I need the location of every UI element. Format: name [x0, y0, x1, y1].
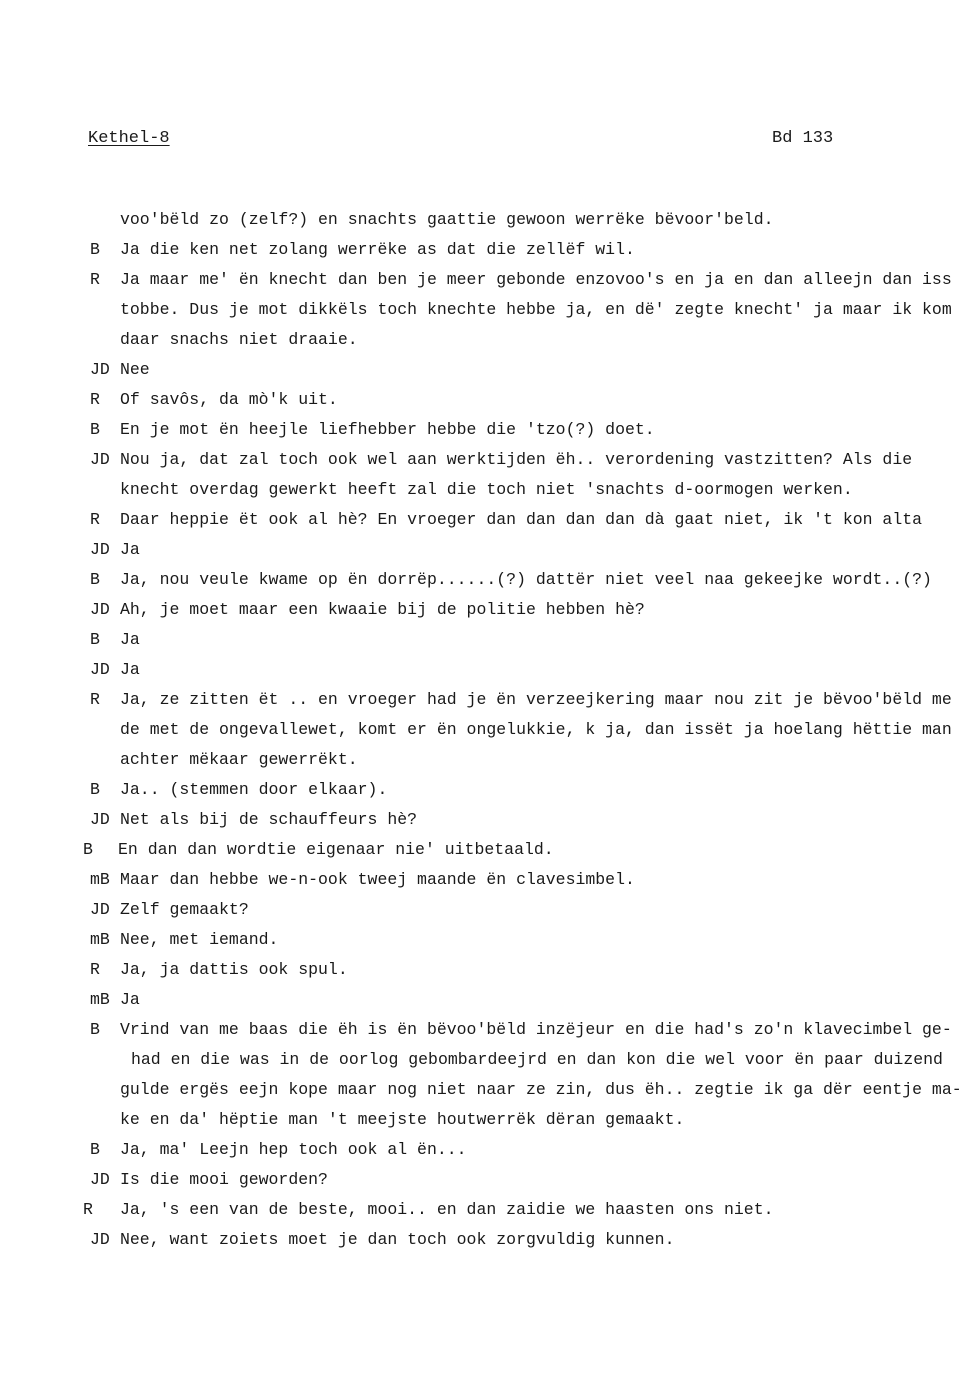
- line-text: tobbe. Dus je mot dikkëls toch knechte hebbe ja, en dë' zegte knecht' ja maar ik kom: [120, 300, 952, 319]
- line-text: Ja: [120, 540, 140, 559]
- transcript-line: [0, 688, 966, 712]
- transcript-line: [0, 1018, 966, 1042]
- transcript-line: [0, 388, 966, 412]
- line-text: Ja, ja dattis ook spul.: [120, 960, 348, 979]
- transcript-line: [0, 1198, 966, 1222]
- line-text: Maar dan hebbe we-n-ook tweej maande ën clavesimbel.: [120, 870, 635, 889]
- speaker-label: B: [90, 420, 100, 439]
- page-reference: Bd 133: [772, 129, 834, 148]
- line-text: Zelf gemaakt?: [120, 900, 249, 919]
- speaker-label: JD: [90, 1170, 110, 1189]
- speaker-label: B: [90, 780, 100, 799]
- line-text: Ja, 's een van de beste, mooi.. en dan zaidie we haasten ons niet.: [120, 1200, 774, 1219]
- transcript-line: [0, 1228, 966, 1252]
- line-text: knecht overdag gewerkt heeft zal die toch niet 'snachts d-oormogen werken.: [120, 480, 853, 499]
- line-text: Daar heppie ët ook al hè? En vroeger dan dan dan dan dà gaat niet, ik 't kon alta: [120, 510, 923, 529]
- speaker-label: JD: [90, 600, 110, 619]
- line-text: ke en da' hëptie man 't meejste houtwerrëk dëran gemaakt.: [120, 1110, 685, 1129]
- speaker-label: R: [90, 390, 100, 409]
- transcript-line: [0, 598, 966, 622]
- line-text: Ja maar me' ën knecht dan ben je meer gebonde enzovoo's en ja en dan alleejn dan iss: [120, 270, 952, 289]
- line-text: Net als bij de schauffeurs hè?: [120, 810, 418, 829]
- speaker-label: R: [90, 510, 100, 529]
- speaker-label: B: [90, 1140, 100, 1159]
- line-text: Ja.. (stemmen door elkaar).: [120, 780, 388, 799]
- speaker-label: R: [83, 1200, 93, 1219]
- speaker-label: mB: [90, 930, 110, 949]
- speaker-label: B: [90, 1020, 100, 1039]
- transcript-line: [0, 418, 966, 442]
- line-text: Vrind van me baas die ëh is ën bëvoo'bëld inzëjeur en die had's zo'n klavecimbel ge-: [120, 1020, 952, 1039]
- speaker-label: JD: [90, 810, 110, 829]
- transcript-line: [0, 958, 966, 982]
- transcript-line: [0, 478, 966, 502]
- line-text: gulde ergës eejn kope maar nog niet naar ze zin, dus ëh.. zegtie ik ga dër eentje ma-: [120, 1080, 962, 1099]
- transcript-line: [0, 718, 966, 742]
- transcript-line: [0, 238, 966, 262]
- line-text: achter mëkaar gewerrëkt.: [120, 750, 358, 769]
- transcript-line: [0, 1168, 966, 1192]
- transcript-line: [0, 898, 966, 922]
- transcript-line: [0, 1108, 966, 1132]
- line-text: Ja, nou veule kwame op ën dorrëp......(?) dattër niet veel naa gekeejke wordt..(?): [120, 570, 932, 589]
- transcript-line: [0, 358, 966, 382]
- transcript-line: [0, 778, 966, 802]
- line-text: Ja: [120, 660, 140, 679]
- speaker-label: B: [83, 840, 93, 859]
- transcript-line: [0, 838, 966, 862]
- speaker-label: R: [90, 690, 100, 709]
- line-text: daar snachs niet draaie.: [120, 330, 358, 349]
- transcript-line: [0, 868, 966, 892]
- transcript-line: [0, 628, 966, 652]
- speaker-label: B: [90, 240, 100, 259]
- speaker-label: B: [90, 630, 100, 649]
- line-text: de met de ongevallewet, komt er ën ongelukkie, k ja, dan issët ja hoelang hëttie man: [120, 720, 952, 739]
- line-text: Nee, met iemand.: [120, 930, 279, 949]
- line-text: Ja: [120, 630, 140, 649]
- transcript-line: [0, 568, 966, 592]
- line-text: Of savôs, da mò'k uit.: [120, 390, 338, 409]
- line-text: Nou ja, dat zal toch ook wel aan werktijden ëh.. verordening vastzitten? Als die: [120, 450, 913, 469]
- transcript-line: [0, 538, 966, 562]
- speaker-label: B: [90, 570, 100, 589]
- speaker-label: R: [90, 270, 100, 289]
- transcript-line: [0, 298, 966, 322]
- speaker-label: JD: [90, 450, 110, 469]
- line-text: had en die was in de oorlog gebombardeejrd en dan kon die wel voor ën paar duizend: [131, 1050, 943, 1069]
- line-text: Ja, ma' Leejn hep toch ook al ën...: [120, 1140, 467, 1159]
- speaker-label: mB: [90, 870, 110, 889]
- line-text: Ah, je moet maar een kwaaie bij de politie hebben hè?: [120, 600, 645, 619]
- speaker-label: JD: [90, 360, 110, 379]
- document-id: Kethel-8: [88, 129, 170, 148]
- speaker-label: JD: [90, 1230, 110, 1249]
- line-text: voo'bëld zo (zelf?) en snachts gaattie gewoon werrëke bëvoor'beld.: [120, 210, 774, 229]
- speaker-label: R: [90, 960, 100, 979]
- speaker-label: JD: [90, 540, 110, 559]
- speaker-label: JD: [90, 900, 110, 919]
- line-text: Is die mooi geworden?: [120, 1170, 328, 1189]
- line-text: Nee: [120, 360, 150, 379]
- line-text: Ja, ze zitten ët .. en vroeger had je ën verzeejkering maar nou zit je bëvoo'bëld me: [120, 690, 952, 709]
- line-text: Ja: [120, 990, 140, 1009]
- transcript-line: [0, 208, 966, 232]
- transcript-line: [0, 928, 966, 952]
- line-text: En je mot ën heejle liefhebber hebbe die 'tzo(?) doet.: [120, 420, 655, 439]
- transcript-line: [0, 1138, 966, 1162]
- transcript-line: [0, 988, 966, 1012]
- transcript-line: [0, 508, 966, 532]
- transcript-line: [0, 1078, 966, 1102]
- transcript-line: [0, 1048, 966, 1072]
- transcript-line: [0, 748, 966, 772]
- transcript-line: [0, 448, 966, 472]
- transcript-line: [0, 268, 966, 292]
- line-text: En dan dan wordtie eigenaar nie' uitbetaald.: [118, 840, 554, 859]
- transcript-line: [0, 328, 966, 352]
- transcript-line: [0, 808, 966, 832]
- transcript-line: [0, 658, 966, 682]
- speaker-label: JD: [90, 660, 110, 679]
- line-text: Nee, want zoiets moet je dan toch ook zorgvuldig kunnen.: [120, 1230, 675, 1249]
- line-text: Ja die ken net zolang werrëke as dat die zellëf wil.: [120, 240, 635, 259]
- speaker-label: mB: [90, 990, 110, 1009]
